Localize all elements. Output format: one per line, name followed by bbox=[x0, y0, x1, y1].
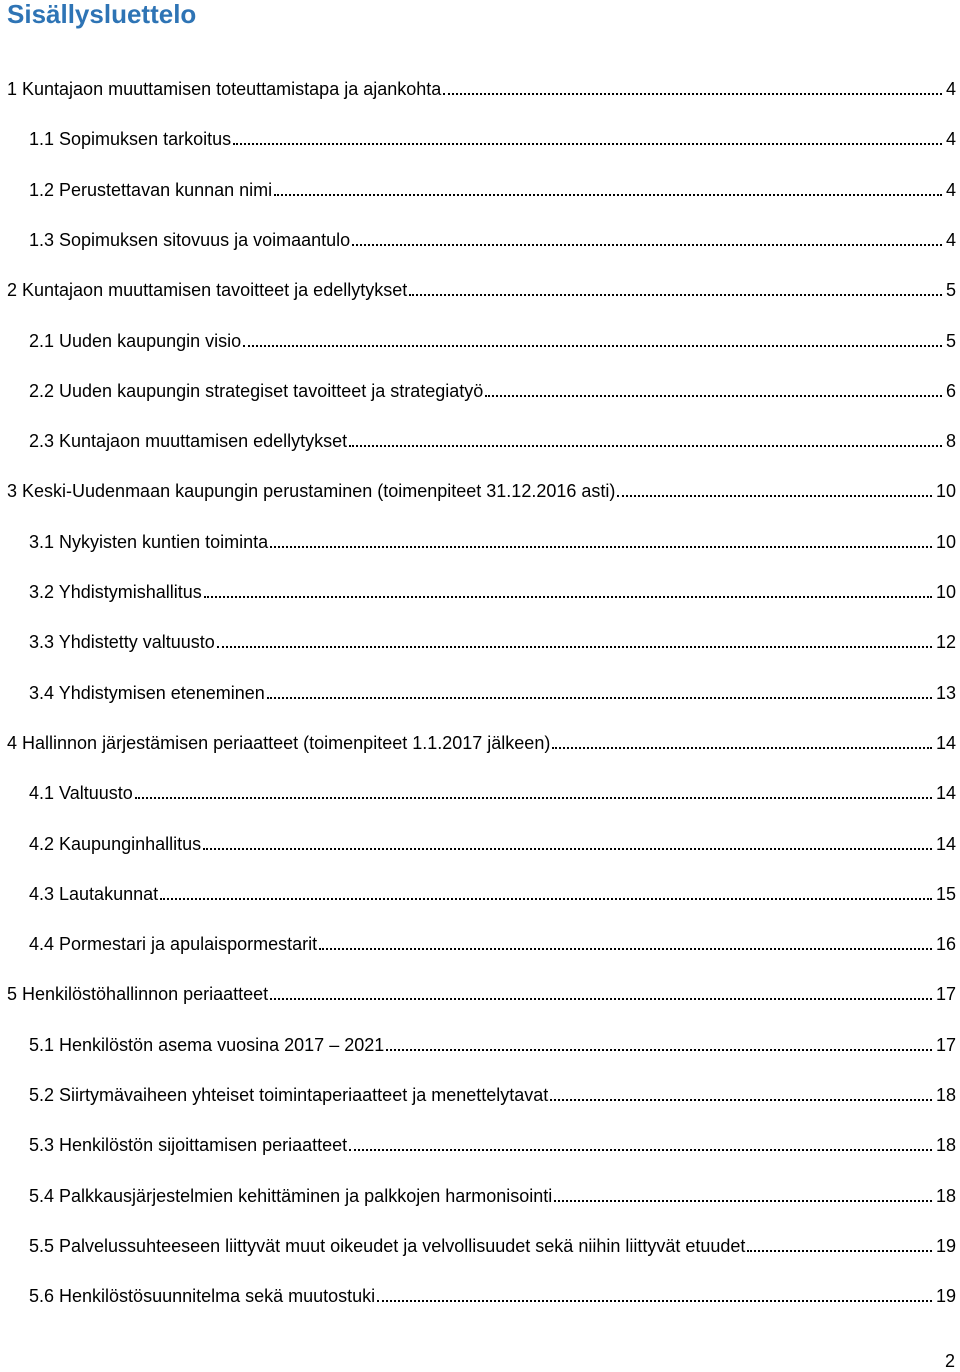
toc-entry-label: 5.2 Siirtymävaiheen yhteiset toimintaperiaatteet ja menettelytavat bbox=[29, 1085, 549, 1105]
toc-entry[interactable] bbox=[29, 881, 956, 905]
toc-entry-label: 3.4 Yhdistymisen eteneminen bbox=[29, 683, 265, 703]
toc-entry-page: 6 bbox=[945, 381, 956, 401]
toc-entry-label: 5 Henkilöstöhallinnon periaatteet bbox=[7, 984, 269, 1004]
toc-entry-page: 16 bbox=[935, 934, 956, 954]
toc-entry[interactable] bbox=[29, 126, 956, 150]
toc-dot-leader bbox=[274, 194, 942, 196]
toc-dot-leader bbox=[377, 1300, 932, 1302]
toc-dot-leader bbox=[135, 797, 932, 799]
toc-entry-page: 13 bbox=[935, 683, 956, 703]
toc-dot-leader bbox=[270, 546, 932, 548]
toc-entry[interactable] bbox=[29, 780, 956, 804]
toc-dot-leader bbox=[747, 1250, 932, 1252]
toc-entry-page: 5 bbox=[945, 331, 956, 351]
toc-dot-leader bbox=[617, 495, 932, 497]
toc-entry[interactable] bbox=[29, 529, 956, 553]
toc-entry[interactable] bbox=[29, 931, 956, 955]
toc-entry-page: 10 bbox=[935, 481, 956, 501]
toc-entry[interactable] bbox=[29, 328, 956, 352]
toc-dot-leader bbox=[352, 244, 942, 246]
toc-entry-page: 18 bbox=[935, 1085, 956, 1105]
toc-entry-label: 3.1 Nykyisten kuntien toiminta bbox=[29, 532, 269, 552]
toc-entry-page: 18 bbox=[935, 1135, 956, 1155]
toc-dot-leader bbox=[550, 1099, 932, 1101]
toc-entry[interactable] bbox=[7, 76, 956, 100]
toc-entry-label: 3.3 Yhdistetty valtuusto bbox=[29, 632, 215, 652]
toc-entry[interactable] bbox=[29, 831, 956, 855]
toc-entry-page: 18 bbox=[935, 1186, 956, 1206]
toc-dot-leader bbox=[386, 1049, 932, 1051]
toc-entry-page: 4 bbox=[945, 129, 956, 149]
toc-entry-page: 14 bbox=[935, 834, 956, 854]
toc-entry-label: 3.2 Yhdistymishallitus bbox=[29, 582, 202, 602]
toc-entry[interactable] bbox=[7, 981, 956, 1005]
toc-entry[interactable] bbox=[29, 1183, 956, 1207]
toc-dot-leader bbox=[270, 998, 932, 1000]
toc-entry-label: 4 Hallinnon järjestämisen periaatteet (toimenpiteet 1.1.2017 jälkeen) bbox=[7, 733, 551, 753]
toc-dot-leader bbox=[349, 445, 942, 447]
toc-dot-leader bbox=[409, 294, 942, 296]
toc-dot-leader bbox=[485, 395, 942, 397]
toc-dot-leader bbox=[160, 898, 932, 900]
toc-entry[interactable] bbox=[29, 227, 956, 251]
toc-dot-leader bbox=[243, 345, 942, 347]
toc-dot-leader bbox=[267, 697, 932, 699]
page-title: Sisällysluettelo bbox=[7, 0, 197, 29]
toc-entry-page: 14 bbox=[935, 733, 956, 753]
toc-entry-page: 17 bbox=[935, 1035, 956, 1055]
toc-entry[interactable] bbox=[29, 1283, 956, 1307]
toc-entry[interactable] bbox=[7, 478, 956, 502]
toc-entry[interactable] bbox=[29, 177, 956, 201]
toc-entry-page: 19 bbox=[935, 1286, 956, 1306]
toc-entry-label: 2 Kuntajaon muuttamisen tavoitteet ja edellytykset bbox=[7, 280, 408, 300]
toc-dot-leader bbox=[204, 596, 932, 598]
toc-entry[interactable] bbox=[29, 629, 956, 653]
toc-entry-label: 1.2 Perustettavan kunnan nimi bbox=[29, 180, 273, 200]
toc-entry-page: 15 bbox=[935, 884, 956, 904]
toc-entry[interactable] bbox=[29, 1082, 956, 1106]
toc-entry-page: 10 bbox=[935, 532, 956, 552]
toc-entry-page: 19 bbox=[935, 1236, 956, 1256]
toc-entry-page: 12 bbox=[935, 632, 956, 652]
toc-entry-page: 14 bbox=[935, 783, 956, 803]
toc-entry-label: 1.1 Sopimuksen tarkoitus bbox=[29, 129, 232, 149]
toc-entry-label: 2.1 Uuden kaupungin visio bbox=[29, 331, 242, 351]
toc-entry[interactable] bbox=[29, 1233, 956, 1257]
toc-entry[interactable] bbox=[29, 680, 956, 704]
toc-entry-page: 4 bbox=[945, 230, 956, 250]
toc-entry-label: 5.1 Henkilöstön asema vuosina 2017 – 2021 bbox=[29, 1035, 385, 1055]
toc-dot-leader bbox=[203, 848, 932, 850]
toc-entry[interactable] bbox=[29, 428, 956, 452]
toc-dot-leader bbox=[554, 1200, 932, 1202]
toc-entry-label: 5.4 Palkkausjärjestelmien kehittäminen ja palkkojen harmonisointi bbox=[29, 1186, 553, 1206]
toc-entry-label: 4.4 Pormestari ja apulaispormestarit bbox=[29, 934, 318, 954]
toc-entry-page: 4 bbox=[945, 79, 956, 99]
toc-dot-leader bbox=[233, 143, 942, 145]
toc-entry-label: 2.2 Uuden kaupungin strategiset tavoitteet ja strategiatyö bbox=[29, 381, 484, 401]
toc-entry-label: 4.3 Lautakunnat bbox=[29, 884, 159, 904]
toc-entry-label: 4.1 Valtuusto bbox=[29, 783, 133, 803]
page-number: 2 bbox=[944, 1351, 955, 1371]
toc-entry[interactable] bbox=[29, 1132, 956, 1156]
toc-dot-leader bbox=[443, 93, 942, 95]
toc-entry[interactable] bbox=[29, 378, 956, 402]
toc-entry-label: 5.5 Palvelussuhteeseen liittyvät muut oikeudet ja velvollisuudet sekä niihin liittyvät etuudet bbox=[29, 1236, 746, 1256]
toc-entry[interactable] bbox=[29, 579, 956, 603]
toc-entry-label: 2.3 Kuntajaon muuttamisen edellytykset bbox=[29, 431, 348, 451]
toc-entry-label: 4.2 Kaupunginhallitus bbox=[29, 834, 202, 854]
toc-dot-leader bbox=[319, 948, 932, 950]
toc-entry-label: 1 Kuntajaon muuttamisen toteuttamistapa ja ajankohta bbox=[7, 79, 442, 99]
toc-dot-leader bbox=[349, 1149, 932, 1151]
toc-entry[interactable] bbox=[7, 277, 956, 301]
toc-entry-page: 17 bbox=[935, 984, 956, 1004]
toc-entry-label: 5.6 Henkilöstösuunnitelma sekä muutostuki bbox=[29, 1286, 376, 1306]
toc-dot-leader bbox=[217, 646, 932, 648]
toc-entry-page: 5 bbox=[945, 280, 956, 300]
toc-entry-label: 3 Keski-Uudenmaan kaupungin perustaminen (toimenpiteet 31.12.2016 asti) bbox=[7, 481, 616, 501]
toc-entry-page: 4 bbox=[945, 180, 956, 200]
toc-entry[interactable] bbox=[7, 730, 956, 754]
toc-entry-page: 8 bbox=[945, 431, 956, 451]
toc-entry[interactable] bbox=[29, 1032, 956, 1056]
toc-entry-label: 1.3 Sopimuksen sitovuus ja voimaantulo bbox=[29, 230, 351, 250]
toc-entry-page: 10 bbox=[935, 582, 956, 602]
toc-dot-leader bbox=[552, 747, 932, 749]
toc-entry-label: 5.3 Henkilöstön sijoittamisen periaatteet bbox=[29, 1135, 348, 1155]
